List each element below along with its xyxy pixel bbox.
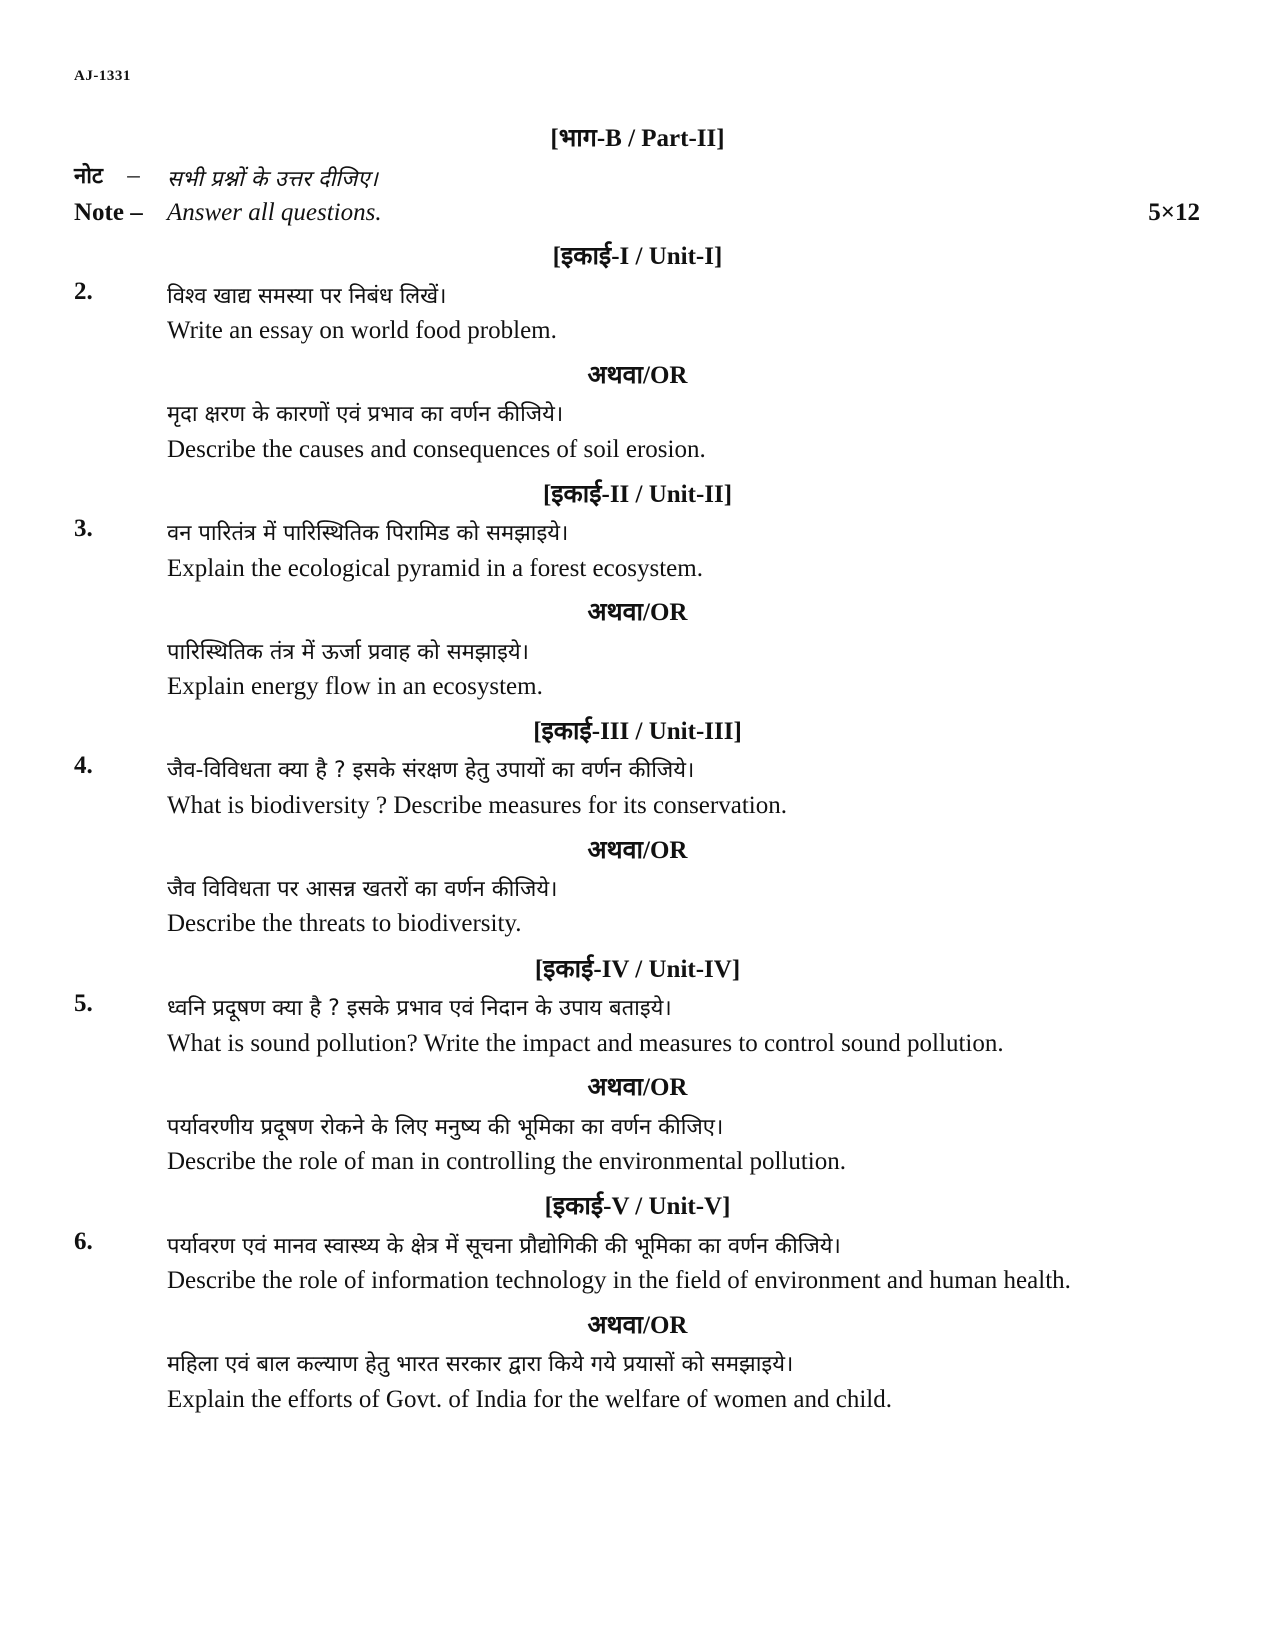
alt-question-hindi: महिला एवं बाल कल्याण हेतु भारत सरकार द्वारा किये गये प्रयासों को समझाइये। <box>167 1352 794 1377</box>
alt-question-english: Explain energy flow in an ecosystem. <box>167 673 543 700</box>
part-heading: [भाग-B / Part-II] <box>550 125 725 152</box>
note-hindi-row <box>74 160 140 190</box>
question-hindi: जैव-विविधता क्या है ? इसके संरक्षण हेतु उपायों का वर्णन कीजिये। <box>167 758 695 783</box>
question-number: 3. <box>74 515 93 542</box>
question-hindi: पर्यावरण एवं मानव स्वास्थ्य के क्षेत्र में सूचना प्रौद्योगिकी की भूमिका का वर्णन कीजिये। <box>167 1234 841 1259</box>
question-hindi: विश्व खाद्य समस्या पर निबंध लिखें। <box>167 284 447 309</box>
alt-question-english: Describe the threats to biodiversity. <box>167 910 522 937</box>
question-number: 4. <box>74 752 93 779</box>
note-english-label: Note – <box>74 199 143 226</box>
or-separator: अथवा/OR <box>587 1074 688 1101</box>
question-english: What is biodiversity ? Describe measures for its conservation. <box>167 792 787 819</box>
question-number: 6. <box>74 1228 93 1255</box>
alt-question-hindi: पर्यावरणीय प्रदूषण रोकने के लिए मनुष्य की भूमिका का वर्णन कीजिए। <box>167 1115 724 1140</box>
question-english: What is sound pollution? Write the impact and measures to control sound pollution. <box>167 1030 1004 1057</box>
note-hindi-dash: – <box>127 162 140 189</box>
paper-code: AJ-1331 <box>74 68 131 84</box>
or-separator: अथवा/OR <box>587 362 688 389</box>
question-english: Describe the role of information technology in the field of environment and human health. <box>167 1267 1071 1294</box>
alt-question-hindi: मृदा क्षरण के कारणों एवं प्रभाव का वर्णन कीजिये। <box>167 402 564 427</box>
question-hindi: ध्वनि प्रदूषण क्या है ? इसके प्रभाव एवं निदान के उपाय बताइये। <box>167 996 672 1021</box>
or-separator: अथवा/OR <box>587 599 688 626</box>
unit-heading: [इकाई-II / Unit-II] <box>542 481 733 508</box>
question-number: 5. <box>74 990 93 1017</box>
alt-question-english: Explain the efforts of Govt. of India for the welfare of women and child. <box>167 1386 892 1413</box>
alt-question-english: Describe the causes and consequences of soil erosion. <box>167 436 706 463</box>
alt-question-hindi: पारिस्थितिक तंत्र में ऊर्जा प्रवाह को समझाइये। <box>167 640 529 665</box>
unit-heading: [इकाई-I / Unit-I] <box>552 243 723 270</box>
question-english: Explain the ecological pyramid in a forest ecosystem. <box>167 555 703 582</box>
marks-scheme: 5×12 <box>1148 199 1200 226</box>
question-number: 2. <box>74 278 93 305</box>
note-hindi-text: सभी प्रश्नों के उत्तर दीजिए। <box>167 167 378 192</box>
question-english: Write an essay on world food problem. <box>167 317 557 344</box>
or-separator: अथवा/OR <box>587 837 688 864</box>
unit-heading: [इकाई-V / Unit-V] <box>544 1193 731 1220</box>
note-english-text: Answer all questions. <box>167 199 382 226</box>
note-hindi-label: नोट <box>74 164 103 189</box>
question-hindi: वन पारितंत्र में पारिस्थितिक पिरामिड को समझाइये। <box>167 521 569 546</box>
unit-heading: [इकाई-IV / Unit-IV] <box>534 956 741 983</box>
alt-question-hindi: जैव विविधता पर आसन्न खतरों का वर्णन कीजिये। <box>167 877 558 902</box>
unit-heading: [इकाई-III / Unit-III] <box>533 718 742 745</box>
alt-question-english: Describe the role of man in controlling the environmental pollution. <box>167 1148 846 1175</box>
or-separator: अथवा/OR <box>587 1312 688 1339</box>
